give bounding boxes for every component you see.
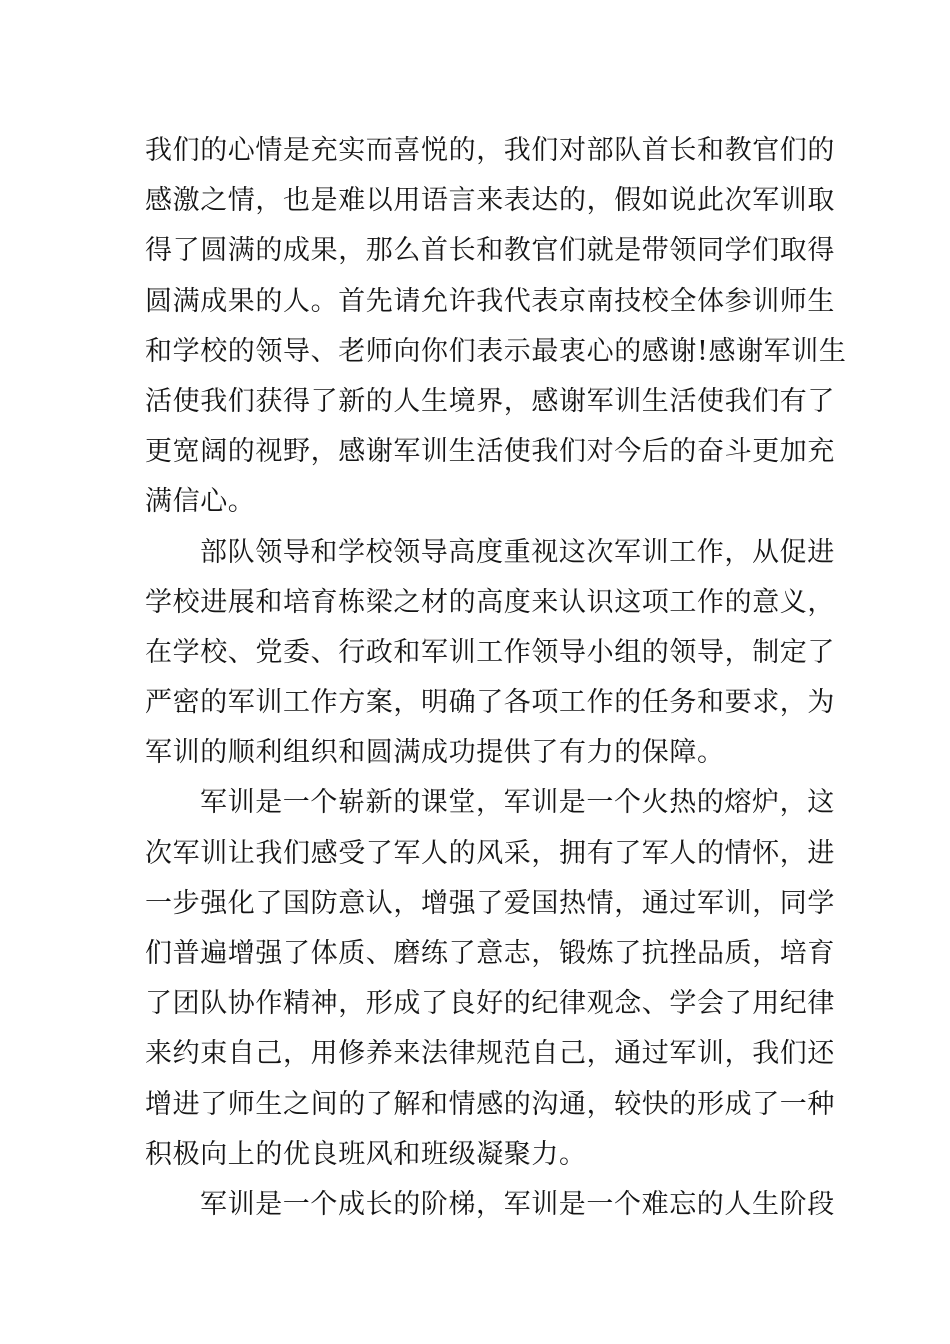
paragraph-line: 次军训让我们感受了军人的风采，拥有了军人的情怀，进 — [145, 837, 835, 869]
paragraph-line: 在学校、党委、行政和军训工作领导小组的领导，制定了 — [145, 636, 835, 668]
paragraph-line: 增进了师生之间的了解和情感的沟通，较快的形成了一种 — [145, 1088, 835, 1120]
paragraph-2 — [145, 528, 835, 779]
paragraph-line: 积极向上的优良班风和班级凝聚力。 — [145, 1138, 587, 1170]
paragraph-line: 圆满成果的人。首先请允许我代表京南技校全体参训师生 — [145, 285, 835, 317]
paragraph-line: 更宽阔的视野，感谢军训生活使我们对今后的奋斗更加充 — [145, 436, 835, 468]
paragraph-line: 们普遍增强了体质、磨练了意志，锻炼了抗挫品质，培育 — [145, 938, 835, 969]
paragraph-line: 学校进展和培育栋梁之材的高度来认识这项工作的意义， — [145, 586, 835, 618]
paragraph-line: 和学校的领导、老师向你们表示最衷心的感谢!感谢军训生 — [145, 335, 847, 367]
paragraph-line: 军训是一个成长的阶梯，军训是一个难忘的人生阶段 — [200, 1188, 835, 1220]
paragraph-line: 来约束自己，用修养来法律规范自己，通过军训，我们还 — [145, 1038, 835, 1070]
paragraph-1 — [145, 126, 847, 528]
paragraph-3 — [145, 778, 835, 1180]
paragraph-line: 了团队协作精神，形成了良好的纪律观念、学会了用纪律 — [145, 988, 835, 1020]
paragraph-line: 军训的顺利组织和圆满成功提供了有力的保障。 — [145, 737, 725, 769]
paragraph-line: 军训是一个崭新的课堂，军训是一个火热的熔炉，这 — [200, 787, 835, 819]
paragraph-4 — [145, 1180, 835, 1230]
body-text — [145, 126, 847, 1230]
paragraph-line: 我们的心情是充实而喜悦的，我们对部队首长和教官们的 — [145, 135, 835, 166]
paragraph-line: 活使我们获得了新的人生境界，感谢军训生活使我们有了 — [145, 385, 835, 417]
paragraph-line: 得了圆满的成果，那么首长和教官们就是带领同学们取得 — [145, 235, 835, 267]
paragraph-line: 部队领导和学校领导高度重视这次军训工作，从促进 — [200, 536, 835, 568]
paragraph-line: 感激之情，也是难以用语言来表达的，假如说此次军训取 — [145, 185, 835, 217]
paragraph-line: 严密的军训工作方案，明确了各项工作的任务和要求，为 — [145, 687, 835, 719]
paragraph-line: 满信心。 — [145, 486, 256, 518]
paragraph-line: 一步强化了国防意认，增强了爱国热情，通过军训，同学 — [145, 887, 835, 919]
